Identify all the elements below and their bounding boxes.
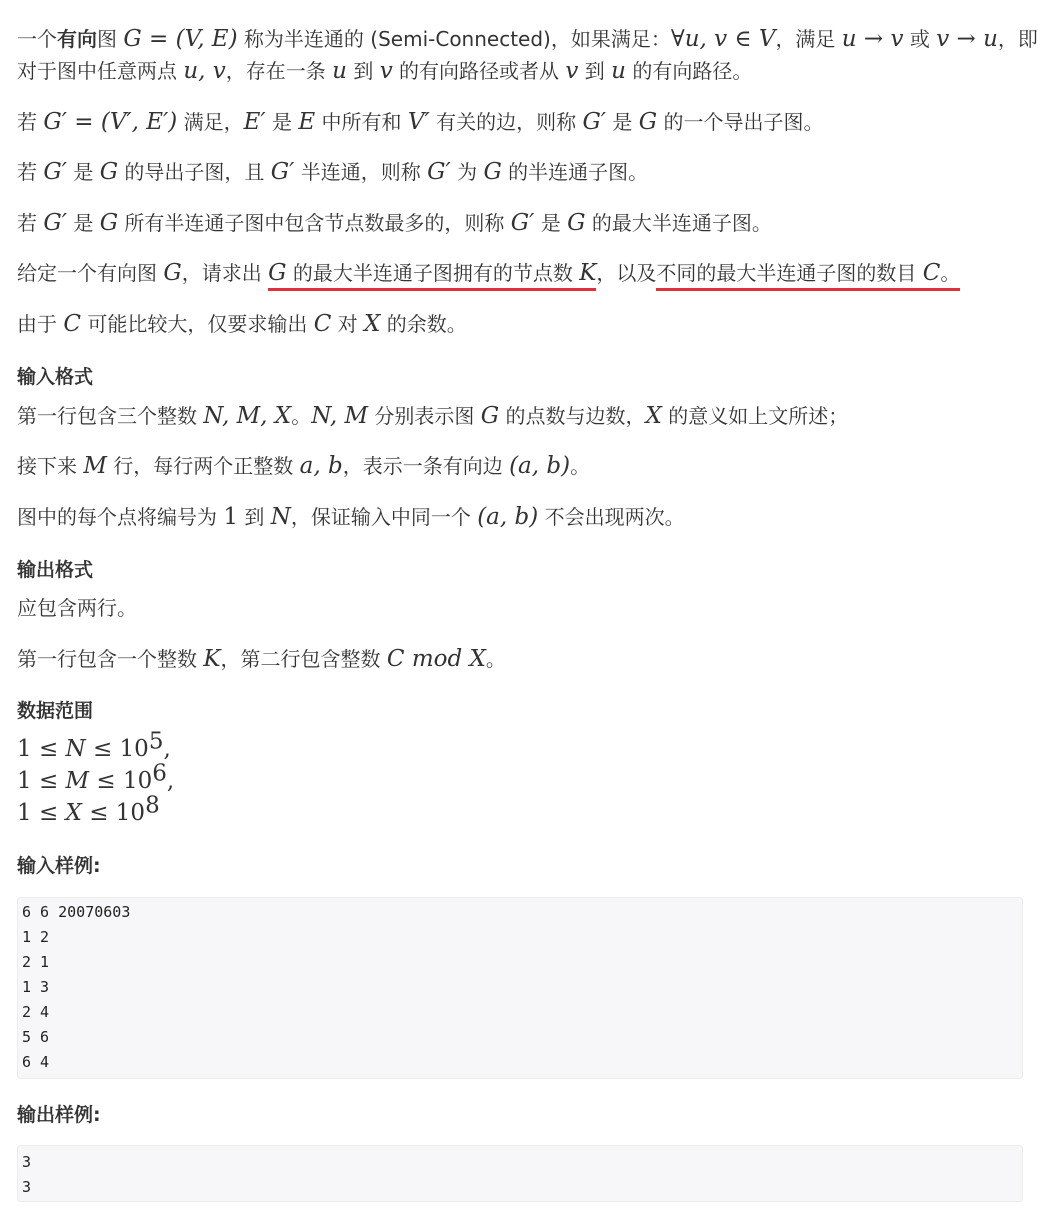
exponent: 5 <box>148 728 164 755</box>
paragraph-task <box>17 258 960 288</box>
text: ，存在一条 <box>225 59 333 83</box>
text: 的余数。 <box>380 312 467 336</box>
text: ，以及 <box>596 261 657 285</box>
math: 1 ≤ <box>17 768 66 794</box>
text: ，请求出 <box>181 261 269 285</box>
text: 不会出现两次。 <box>538 505 685 529</box>
math: N <box>270 504 291 530</box>
math: ≤ 10 <box>81 800 146 826</box>
text: 的点数与边数， <box>499 404 646 428</box>
text: 称为半连通的 (Semi-Connected)，如果满足： <box>237 27 671 51</box>
text: 的最大半连通子图。 <box>585 211 772 235</box>
math: G <box>480 403 500 429</box>
code-line: 2 4 <box>22 1003 50 1021</box>
math: ∀u, v ∈ V <box>670 26 776 52</box>
math: v → u <box>936 26 998 52</box>
output-format-heading: 输出格式 <box>17 559 94 581</box>
math: (a, b) <box>477 504 539 530</box>
math: G′ = (V′, E′) <box>43 109 178 135</box>
underline-highlight-c <box>656 261 960 291</box>
paragraph-input-line1 <box>17 401 848 431</box>
text: 第一行包含三个整数 <box>17 404 204 428</box>
paragraph-semi-connected-subgraph <box>17 157 648 187</box>
math: u → v <box>841 26 904 52</box>
text: 的半连通子图。 <box>501 160 649 184</box>
sample-output-code-block[interactable] <box>17 1145 1023 1202</box>
code-line: 5 6 <box>22 1028 50 1046</box>
underline-highlight-k <box>268 261 596 291</box>
text: 是 <box>606 110 639 134</box>
text: 第一行包含一个整数 <box>17 647 204 671</box>
math: G′ <box>43 210 67 236</box>
math: C <box>63 311 81 337</box>
text: 是 <box>66 211 100 235</box>
code-line: 6 4 <box>22 1053 50 1071</box>
text: 是 <box>265 110 299 134</box>
math: G′ <box>510 210 535 236</box>
text: 图 <box>97 27 124 51</box>
math: G <box>99 210 119 236</box>
paragraph-definition-line2 <box>17 56 752 86</box>
math: E <box>298 109 316 135</box>
text: 。 <box>291 404 312 428</box>
text: 半连通，则称 <box>294 160 428 184</box>
text: 对于图中任意两点 <box>17 59 184 83</box>
text: 。 <box>570 454 591 478</box>
text: 是 <box>534 211 568 235</box>
text: 的最大半连通子图拥有的节点数 <box>286 261 580 285</box>
code-line: 1 2 <box>22 928 50 946</box>
text: ，表示一条有向边 <box>342 454 510 478</box>
math: v <box>379 58 393 84</box>
text: 若 <box>17 110 44 134</box>
math: G = (V, E) <box>123 26 238 52</box>
math: M <box>83 453 107 479</box>
text: 不同的最大半连通子图的数目 <box>656 261 923 285</box>
text: 应包含两行。 <box>17 596 137 620</box>
math: G′ <box>43 159 67 185</box>
paragraph-induced-subgraph <box>17 107 824 137</box>
text: 的导出子图，且 <box>118 160 271 184</box>
math: ≤ 10 <box>89 768 153 794</box>
code-line: 2 1 <box>22 953 50 971</box>
math: G′ <box>582 109 607 135</box>
code-line: 3 <box>22 1153 32 1171</box>
math: 1 ≤ <box>17 736 66 762</box>
math: u <box>611 58 626 84</box>
text: 可能比较大，仅要求输出 <box>80 312 314 336</box>
sample-output-heading: 输出样例: <box>17 1104 101 1126</box>
text: ，第二行包含整数 <box>220 647 387 671</box>
text: 。 <box>940 261 961 285</box>
text: 行，每行两个正整数 <box>106 454 300 478</box>
text: 是 <box>66 160 100 184</box>
code-line: 6 6 20070603 <box>22 903 131 921</box>
text: 接下来 <box>17 454 84 478</box>
math: V′ <box>407 109 430 135</box>
paragraph-output-lines <box>17 593 137 623</box>
math: G <box>638 109 658 135</box>
range-n <box>17 728 171 764</box>
math: M <box>65 768 90 794</box>
paragraph-modulo <box>17 309 467 339</box>
math: , <box>163 736 171 762</box>
text: 一个 <box>17 27 57 51</box>
math: C <box>313 311 332 337</box>
math: G <box>268 260 287 286</box>
math: G <box>99 159 119 185</box>
math: K <box>579 260 597 286</box>
text: 中所有和 <box>315 110 408 134</box>
input-format-heading: 输入格式 <box>17 366 94 388</box>
math: X <box>645 403 662 429</box>
math: E′ <box>243 109 266 135</box>
math: u, v <box>183 58 226 84</box>
math: u <box>332 58 347 84</box>
text: 到 <box>238 505 271 529</box>
text: 若 <box>17 160 44 184</box>
text: 对 <box>331 312 365 336</box>
text: ，满足 <box>775 27 842 51</box>
data-range-heading: 数据范围 <box>17 700 94 722</box>
paragraph-input-edges <box>17 451 590 481</box>
text: 满足， <box>177 110 244 134</box>
text: 到 <box>346 59 380 83</box>
math: , <box>166 768 175 794</box>
math: N <box>65 736 86 762</box>
math: (a, b) <box>509 453 571 479</box>
paragraph-maximum-subgraph <box>17 208 772 238</box>
text: 图中的每个点将编号为 <box>17 505 224 529</box>
math: K <box>203 646 221 672</box>
code-line: 3 <box>22 1178 32 1196</box>
math: G <box>163 260 182 286</box>
text: ，保证输入中同一个 <box>290 505 478 529</box>
math: N, M, X <box>203 403 292 429</box>
math: G <box>567 210 586 236</box>
math: N, M <box>311 403 369 429</box>
text: 所有半连通子图中包含节点数最多的，则称 <box>118 211 511 235</box>
math: 1 <box>223 504 238 530</box>
text: 或 <box>903 27 937 51</box>
bold-text: 有向 <box>57 27 97 51</box>
math: a, b <box>299 453 343 479</box>
math: 1 ≤ <box>17 800 66 826</box>
math: G′ <box>427 159 451 185</box>
math: G′ <box>270 159 295 185</box>
sample-input-code-block[interactable] <box>17 897 1023 1079</box>
math: C <box>922 260 941 286</box>
paragraph-output-content <box>17 644 506 674</box>
sample-input-heading: 输入样例: <box>17 855 101 877</box>
math: G <box>483 159 502 185</box>
text: 为 <box>450 160 484 184</box>
text: 的一个导出子图。 <box>657 110 824 134</box>
exponent: 8 <box>145 792 160 819</box>
text: 给定一个有向图 <box>17 261 164 285</box>
math: v <box>565 58 579 84</box>
text: 的有向路径。 <box>625 59 753 83</box>
text: 。 <box>485 647 506 671</box>
math: C mod X <box>386 646 486 672</box>
text: 的有向路径或者从 <box>392 59 566 83</box>
math: ≤ 10 <box>85 736 149 762</box>
text: ，即 <box>997 27 1038 51</box>
text: 的意义如上文所述； <box>661 404 849 428</box>
paragraph-input-numbering <box>17 502 685 532</box>
exponent: 6 <box>152 760 167 787</box>
math: X <box>364 311 381 337</box>
code-line: 1 3 <box>22 978 50 996</box>
text: 有关的边，则称 <box>429 110 583 134</box>
text: 由于 <box>17 312 64 336</box>
math: X <box>65 800 82 826</box>
paragraph-definition-line1 <box>17 24 1038 54</box>
text: 分别表示图 <box>368 404 481 428</box>
range-x <box>17 792 160 828</box>
text: 到 <box>578 59 612 83</box>
text: 若 <box>17 211 44 235</box>
